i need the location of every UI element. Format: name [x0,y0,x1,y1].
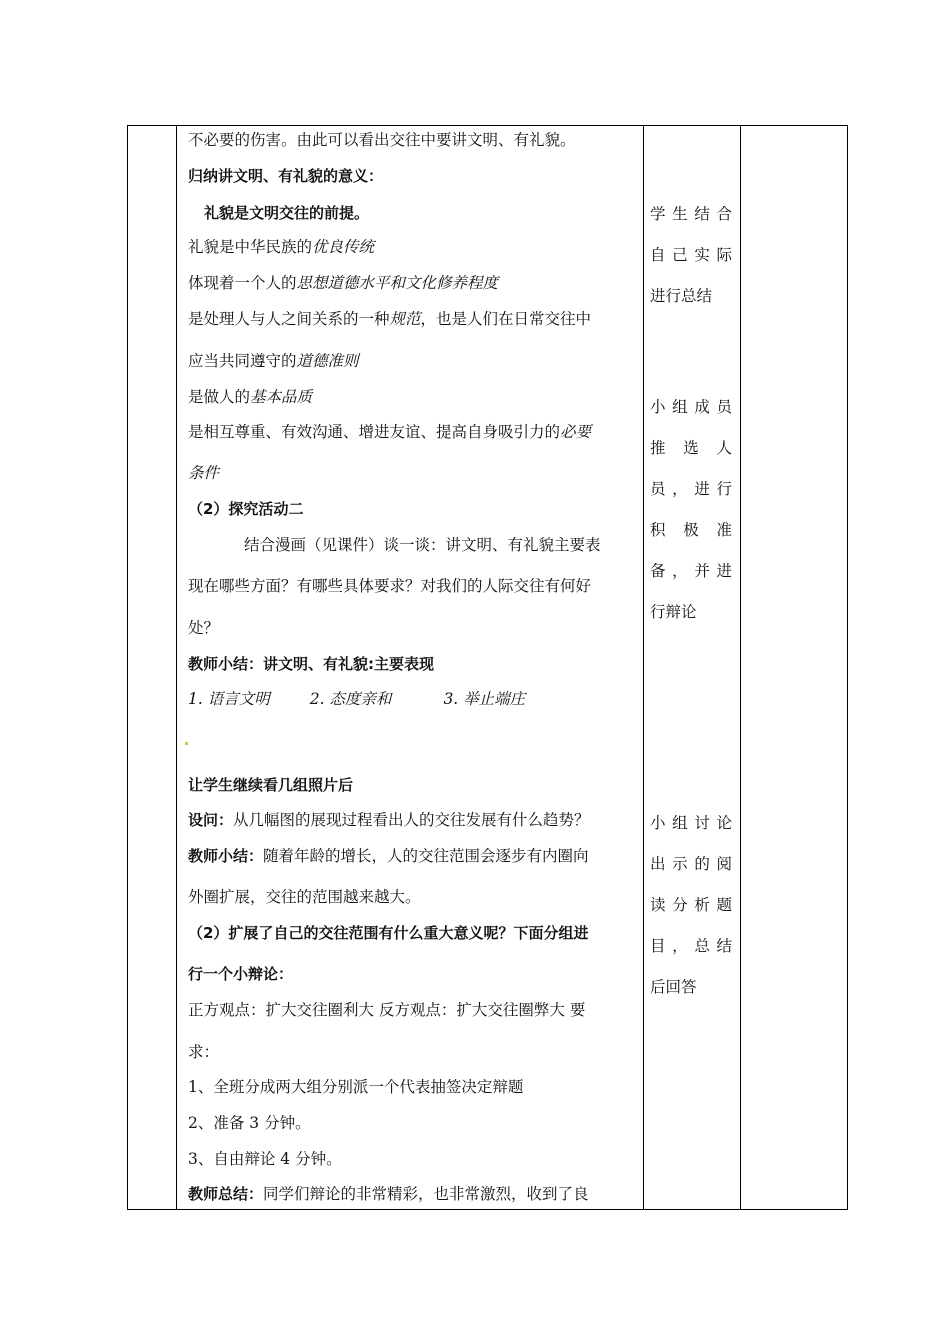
student-note: 读分析题 [650,896,732,914]
text-line: 礼貌是中华民族的优良传统 [188,238,375,256]
text-line: 体现着一个人的思想道德水平和文化修养程度 [188,274,499,292]
summary-points: 1. 语言文明 2. 态度亲和 3. 举止端庄 [188,690,526,708]
student-note: 出示的阅 [650,855,732,873]
section-heading: 让学生继续看几组照片后 [188,776,354,794]
student-note: 小组成员 [650,398,732,416]
student-note: 目，总结 [650,937,732,955]
stray-mark [185,742,188,745]
column-divider [643,126,644,1209]
student-note: 学生结合 [650,205,732,223]
text-line: 是相互尊重、有效沟通、增进友谊、提高自身吸引力的必要 [188,423,592,441]
text-line: 处？ [188,619,220,637]
text-line: 设问：从几幅图的展现过程看出人的交往发展有什么趋势？ [188,811,590,829]
text-line: 结合漫画（见课件）谈一谈：讲文明、有礼貌主要表 [244,536,601,554]
student-note: 小组讨论 [650,814,732,832]
text-line: 外圈扩展，交往的范围越来越大。 [188,888,421,906]
section-heading: 行一个小辩论： [188,965,294,983]
lesson-plan-table [127,125,848,1210]
student-note: 备，并进 [650,562,732,580]
student-note: 进行总结 [650,287,713,305]
student-note: 自己实际 [650,246,732,264]
student-note: 行辩论 [650,603,697,621]
text-line: 教师小结：随着年龄的增长，人的交往范围会逐步有内圈向 [188,847,589,865]
student-note: 员，进行 [650,480,732,498]
text-line: 教师总结：同学们辩论的非常精彩，也非常激烈，收到了良 [188,1185,589,1203]
text-line: 条件 [188,464,220,482]
text-line: 不必要的伤害。由此可以看出交往中要讲文明、有礼貌。 [188,131,576,149]
list-item: 2、准备 3 分钟。 [188,1114,311,1132]
text-line: 是处理人与人之间关系的一种规范，也是人们在日常交往中 [188,310,592,328]
text-line: 应当共同遵守的道德准则 [188,352,359,370]
key-point: 礼貌是文明交往的前提。 [204,204,370,222]
student-note: 后回答 [650,978,697,996]
list-item: 1、全班分成两大组分别派一个代表抽签决定辩题 [188,1078,524,1096]
list-item: 3、自由辩论 4 分钟。 [188,1150,342,1168]
student-note: 推选人 [650,439,732,457]
section-heading: （2）扩展了自己的交往范围有什么重大意义呢？下面分组进 [188,924,589,942]
student-note: 积极准 [650,521,732,539]
teacher-summary: 教师小结：讲文明、有礼貌:主要表现 [188,655,435,673]
text-line: 是做人的基本品质 [188,388,313,406]
text-line: 正方观点：扩大交往圈利大 反方观点：扩大交往圈弊大 要 [188,1001,586,1019]
section-heading: （2）探究活动二 [188,500,304,518]
text-line: 现在哪些方面？有哪些具体要求？对我们的人际交往有何好 [188,577,592,595]
section-heading: 归纳讲文明、有礼貌的意义： [188,167,384,185]
column-divider [740,126,741,1209]
column-divider [176,126,177,1209]
text-line: 求： [188,1043,220,1061]
